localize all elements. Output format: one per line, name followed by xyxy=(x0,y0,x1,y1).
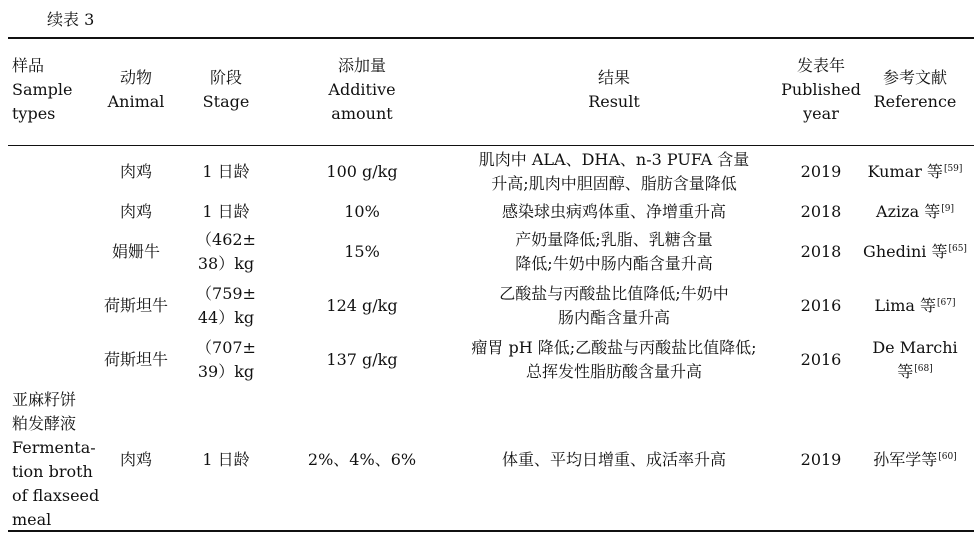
row3-stage: （462± 38）kg xyxy=(196,230,256,273)
row4-stage: （759± 44）kg xyxy=(196,284,256,327)
row2-additive: 10% xyxy=(344,202,380,221)
citation-mark: [68] xyxy=(914,363,933,374)
table-caption: 续表 3 xyxy=(47,10,95,29)
row1-reference: Kumar 等[59] xyxy=(867,162,963,181)
row4-additive: 124 g/kg xyxy=(326,296,398,315)
row5-animal: 荷斯坦牛 xyxy=(103,350,168,369)
header-sample-types: 样品 Sample types xyxy=(12,56,73,123)
row4-animal: 荷斯坦牛 xyxy=(103,296,168,315)
row2-result: 感染球虫病鸡体重、净增重升高 xyxy=(501,202,726,221)
row1-stage: 1 日龄 xyxy=(202,162,250,181)
row2-stage: 1 日龄 xyxy=(202,202,250,221)
citation-mark: [59] xyxy=(943,163,963,174)
bottom-rule xyxy=(8,530,974,532)
row6-additive: 2%、4%、6% xyxy=(307,450,417,469)
row6-reference: 孙军学等[60] xyxy=(873,450,957,469)
row6-animal: 肉鸡 xyxy=(119,450,152,469)
row2-animal: 肉鸡 xyxy=(119,202,152,221)
row6-stage: 1 日龄 xyxy=(202,450,250,469)
row4-year: 2016 xyxy=(800,296,842,315)
top-rule xyxy=(8,37,974,39)
header-animal: 动物 Animal xyxy=(107,68,165,111)
row3-result: 产奶量降低;乳脂、乳糖含量 降低;牛奶中肠内酯含量升高 xyxy=(515,230,713,273)
row2-year: 2018 xyxy=(800,202,842,221)
citation-mark: [65] xyxy=(948,243,967,254)
header-year: 发表年 Published year xyxy=(781,56,861,123)
header-reference: 参考文献 Reference xyxy=(873,68,957,111)
header-additive: 添加量 Additive amount xyxy=(328,56,396,123)
header-stage: 阶段 Stage xyxy=(202,68,250,111)
header-rule xyxy=(8,145,974,146)
row5-result: 瘤胃 pH 降低;乙酸盐与丙酸盐比值降低; 总挥发性脂肪酸含量升高 xyxy=(471,338,757,381)
row1-animal: 肉鸡 xyxy=(119,162,152,181)
citation-mark: [9] xyxy=(941,203,954,214)
row5-year: 2016 xyxy=(800,350,842,369)
row3-animal: 娟姗牛 xyxy=(111,242,160,261)
header-result: 结果 Result xyxy=(588,68,640,111)
row3-year: 2018 xyxy=(800,242,842,261)
row1-additive: 100 g/kg xyxy=(326,162,398,181)
row3-reference: Ghedini 等[65] xyxy=(863,242,967,261)
row6-sample: 亚麻籽饼 粕发酵液 Fermenta- tion broth of flaxseed meal xyxy=(12,390,100,529)
row6-year: 2019 xyxy=(800,450,842,469)
row5-additive: 137 g/kg xyxy=(326,350,398,369)
row5-reference: De Marchi 等[68] xyxy=(872,338,958,381)
row2-reference: Aziza 等[9] xyxy=(876,202,954,221)
citation-mark: [67] xyxy=(937,297,956,308)
row6-result: 体重、平均日增重、成活率升高 xyxy=(501,450,726,469)
row1-result: 肌肉中 ALA、DHA、n-3 PUFA 含量 升高;肌肉中胆固醇、脂肪含量降低 xyxy=(478,150,750,193)
row4-reference: Lima 等[67] xyxy=(874,296,956,315)
row1-year: 2019 xyxy=(800,162,842,181)
row3-additive: 15% xyxy=(344,242,380,261)
row5-stage: （707± 39）kg xyxy=(196,338,256,381)
citation-mark: [60] xyxy=(938,451,957,462)
row4-result: 乙酸盐与丙酸盐比值降低;牛奶中 肠内酯含量升高 xyxy=(499,284,729,327)
